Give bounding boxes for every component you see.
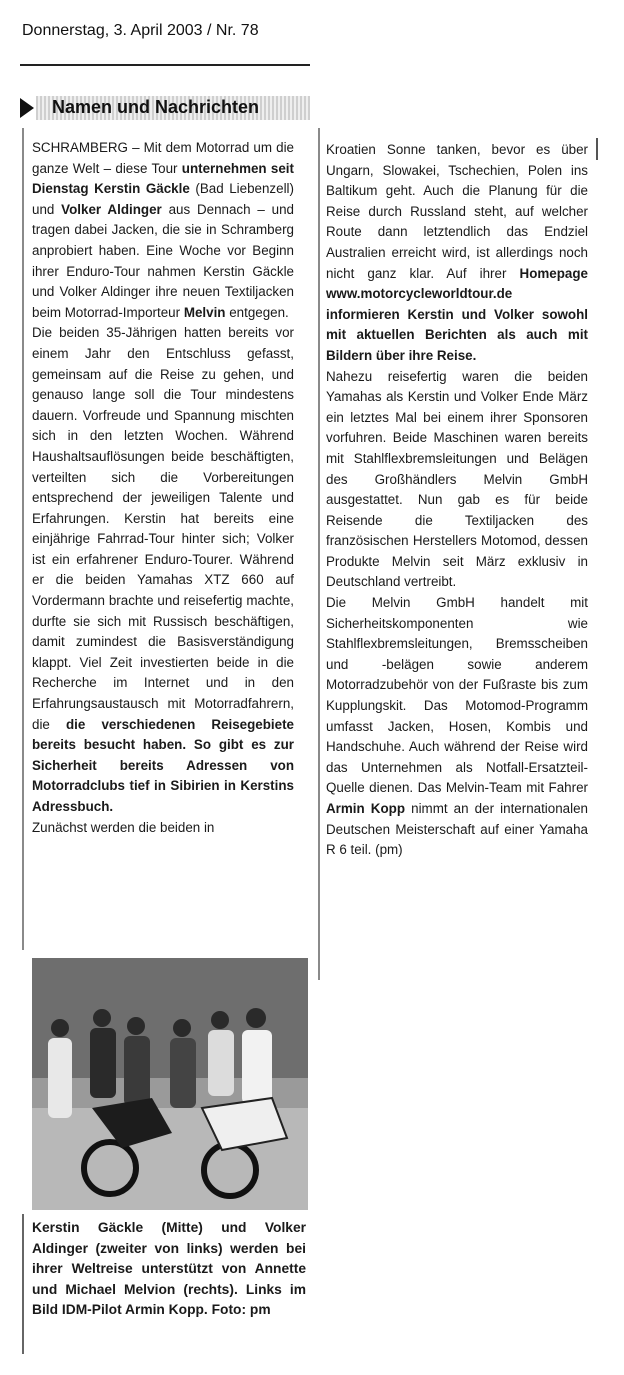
article-paragraph (326, 140, 588, 367)
triangle-marker-icon (20, 98, 34, 118)
column-rule-left (22, 128, 24, 950)
news-photo (32, 958, 308, 1210)
caption-rule (22, 1214, 24, 1354)
column-rule-middle (318, 128, 320, 980)
text-run: Zunächst werden die beiden in (32, 819, 215, 835)
text-run: nimmt an der internationalen Deutschen Meisterschaft auf einer Yamaha R 6 teil. (pm) (326, 801, 588, 858)
bold-text-run: unternehmen seit Dienstag Kerstin Gäckle (32, 160, 294, 197)
text-run: Nahezu reisefertig waren die beiden Yamahas als Kerstin und Volker Ende März ein letztes Mal bei einem ihrer Sponsoren vorfuhren. Beide Maschinen waren bereits mit Stahlflexbremsleitungen und Belägen des Großhändlers Melvin GmbH ausgestattet. Nun gab es für beide Reisende die Textiljacken des französischen Herstellers Motomod, dessen Produkte Melvin seit März exklusiv in Deutschland vertreibt. (326, 368, 588, 590)
photo-caption: Kerstin Gäckle (Mitte) und Volker Aldinger (zweiter von links) werden bei ihrer Weltreise unterstützt von Annette und Michael Melvion (rechts). Links im Bild IDM-Pilot Armin Kopp. Foto: pm (32, 1220, 306, 1318)
text-run: entgegen. (225, 304, 289, 320)
bold-text-run: Armin Kopp (326, 801, 406, 816)
bold-text-run: die verschiedenen Reisegebiete bereits besucht haben. So gibt es zur Sicherheit bereits Adressen von Motorradclubs tief in Sibirien in Kerstins Adressbuch. (32, 716, 294, 814)
text-run: Kroatien Sonne tanken, bevor es über Ungarn, Slowakei, Tschechien, Polen ins Baltikum geht. Auch die Planung für die Reise durch Russland steht, auf welcher Route dann letztendlich das Endziel Australien erreicht wird, ist allerdings noch nicht ganz klar. Auf ihrer (326, 142, 588, 281)
article-column-left (32, 138, 294, 838)
section-title: Namen und Nachrichten (52, 97, 260, 117)
bold-text-run: Volker Aldinger (61, 201, 162, 217)
article-column-right (326, 140, 588, 861)
text-run: SCHRAMBERG – Mit dem Motorrad um die ganze Welt – diese Tour (32, 140, 294, 176)
article-paragraph (326, 593, 588, 861)
article-paragraph (32, 323, 294, 817)
article-paragraph (32, 818, 294, 839)
column-rule-right-mark (596, 138, 598, 160)
text-run: Die Melvin GmbH handelt mit Sicherheitskomponenten wie Stahlflexbremsleitungen, Bremsscheiben und -belägen sowie anderem Motorradzubehör von der Fußraste bis zum Kupplungskit. Das Motomod-Programm umfasst Jacken, Hosen, Kombis und Handschuhe. Auch während der Reise wird das Unternehmen als Notfall-Ersatzteil-Quelle dienen. Das Melvin-Team mit Fahrer (326, 595, 588, 796)
bold-text-run: Melvin (183, 304, 226, 320)
bold-text-run: Homepage www.motorcycleworldtour.de informieren Kerstin und Volker sowohl mit aktuellen Berichten als auch mit Bildern über ihre Reise. (326, 265, 588, 363)
article-paragraph (32, 138, 294, 323)
text-run: aus Dennach – und tragen dabei Jacken, die sie in Schramberg anprobiert haben. Eine Woche vor Beginn ihrer Enduro-Tour nahmen Kerstin Gäckle und Volker Aldinger ihre neuen Textiljacken beim Motorrad-Importeur (32, 201, 294, 320)
dateline: Donnerstag, 3. April 2003 / Nr. 78 (22, 22, 259, 39)
dateline-rule (20, 64, 310, 66)
section-header (20, 96, 310, 120)
article-paragraph (326, 367, 588, 594)
photo-illustration (32, 958, 308, 1210)
text-run: Die beiden 35-Jährigen hatten bereits vor einem Jahr den Entschluss gefasst, gemeinsam auf die Reise zu gehen, und genauso lange soll die Tour mindestens dauern. Vorfreude und Spannung mischten sich in den letzten Wochen. Während Haushaltsauflösungen beide beschäftigten, verteilten sich die Vorbereitungen entsprechend der jeweiligen Talente und Erfahrungen. Kerstin hat bereits eine einjährige Fahrrad-Tour hinter sich; Volker ist ein erfahrener Enduro-Tourer. Während er die beiden Yamahas XTZ 660 auf Vordermann brachte und reisefertig machte, durfte sie sich mit Russisch beschäftigen, damit zumindest die Basisverständigung klappt. Viel Zeit investierten beide in die Recherche im Internet und in den Erfahrungsaustausch mit Motorradfahrern, die (32, 325, 294, 732)
text-run: (Bad Liebenzell) und (32, 181, 294, 217)
